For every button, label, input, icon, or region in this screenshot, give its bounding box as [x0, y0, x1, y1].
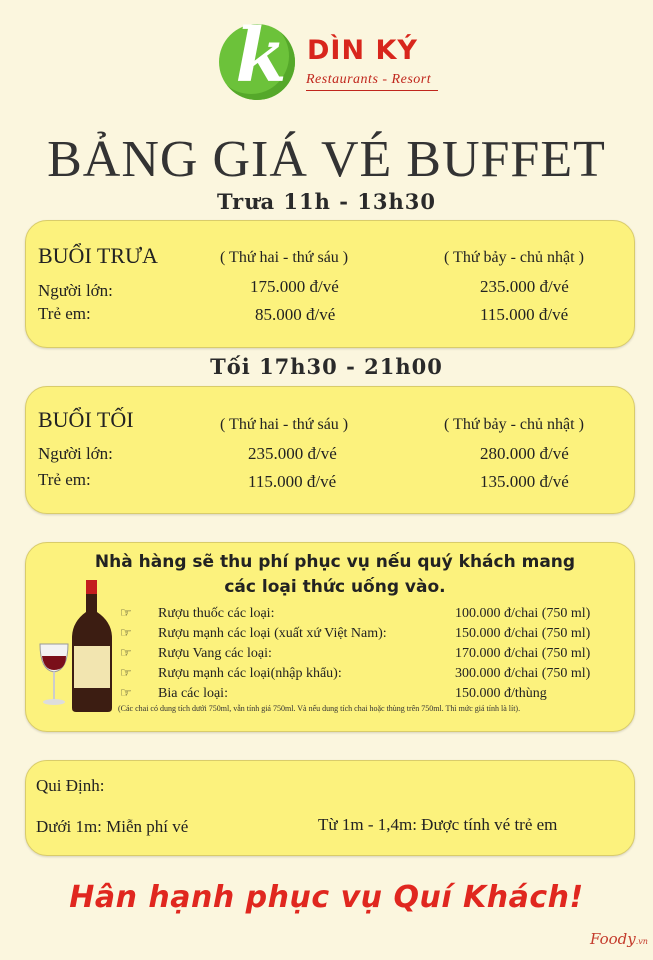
- service-footnote: (Các chai có dung tích dưới 750ml, vẫn tính giá 750ml. Và nếu dung tích chai hoặc thùng trên 750ml. Thì mức giá tính là lít).: [118, 704, 521, 713]
- lunch-adult-weekday: 175.000 đ/vé: [250, 277, 339, 296]
- dinner-time: Tối 17h30 - 21h00: [210, 354, 443, 379]
- dinner-child-weekend: 135.000 đ/vé: [480, 472, 569, 491]
- page-title: BẢNG GIÁ VÉ BUFFET: [47, 131, 606, 188]
- lunch-weekend-header: ( Thứ bảy - chủ nhật ): [444, 249, 584, 266]
- lunch-adult-label: Người lớn:: [38, 281, 113, 300]
- welcome-message: Hân hạnh phục vụ Quí Khách!: [69, 880, 584, 915]
- rule-1m-to-1-4m: Từ 1m - 1,4m: Được tính vé trẻ em: [318, 815, 558, 834]
- dinner-child-label: Trẻ em:: [38, 470, 91, 489]
- dinner-weekday-header: ( Thứ hai - thứ sáu ): [220, 416, 349, 433]
- drink-item-name: Rượu thuốc các loại:: [158, 606, 275, 621]
- dinner-weekend-header: ( Thứ bảy - chủ nhật ): [444, 416, 584, 433]
- drink-item-price: 150.000 đ/thùng: [455, 686, 547, 701]
- pointing-hand-icon: ☞: [120, 605, 132, 620]
- lunch-weekday-header: ( Thứ hai - thứ sáu ): [220, 249, 349, 266]
- dinner-child-weekday: 115.000 đ/vé: [248, 472, 337, 491]
- drink-item-price: 300.000 đ/chai (750 ml): [455, 666, 591, 681]
- brand-subtitle: Restaurants - Resort: [306, 72, 432, 87]
- lunch-adult-weekend: 235.000 đ/vé: [480, 277, 569, 296]
- drink-item-name: Bia các loại:: [158, 686, 228, 701]
- dinner-adult-weekday: 235.000 đ/vé: [248, 444, 337, 463]
- dinner-adult-weekend: 280.000 đ/vé: [480, 444, 569, 463]
- lunch-child-weekday: 85.000 đ/vé: [255, 305, 336, 324]
- brand-name: DÌN KÝ: [307, 35, 418, 66]
- drink-item-name: Rượu mạnh các loại (xuất xứ Việt Nam):: [158, 626, 387, 641]
- lunch-child-weekend: 115.000 đ/vé: [480, 305, 569, 324]
- drink-item-price: 150.000 đ/chai (750 ml): [455, 626, 591, 641]
- lunch-child-label: Trẻ em:: [38, 304, 91, 323]
- service-notice-line2: các loại thức uống vào.: [224, 577, 446, 597]
- rules-title: Qui Định:: [36, 776, 105, 795]
- watermark-suffix: .vn: [635, 937, 648, 946]
- rules-box: [25, 760, 635, 856]
- service-notice-line1: Nhà hàng sẽ thu phí phục vụ nếu quý khách mang: [94, 552, 576, 572]
- logo-letter: k: [235, 13, 287, 99]
- dinner-adult-label: Người lớn:: [38, 444, 113, 463]
- foody-watermark: [590, 930, 648, 948]
- drink-item-price: 100.000 đ/chai (750 ml): [455, 606, 591, 621]
- rule-under-1m: Dưới 1m: Miễn phí vé: [36, 817, 189, 836]
- lunch-session-title: BUỔI TRƯA: [38, 243, 158, 268]
- brand-divider: [306, 90, 438, 91]
- drink-item-name: Rượu Vang các loại:: [158, 646, 272, 661]
- pointing-hand-icon: ☞: [120, 665, 132, 680]
- drink-item-price: 170.000 đ/chai (750 ml): [455, 646, 591, 661]
- pointing-hand-icon: ☞: [120, 625, 132, 640]
- lunch-time: Trưa 11h - 13h30: [217, 189, 436, 214]
- drink-item-name: Rượu mạnh các loại(nhập khẩu):: [158, 666, 342, 681]
- watermark-main: Foody: [590, 930, 636, 948]
- wine-bottle-glass-icon: [36, 578, 116, 714]
- pointing-hand-icon: ☞: [120, 685, 132, 700]
- pointing-hand-icon: ☞: [120, 645, 132, 660]
- dinner-session-title: BUỔI TỐI: [38, 407, 134, 432]
